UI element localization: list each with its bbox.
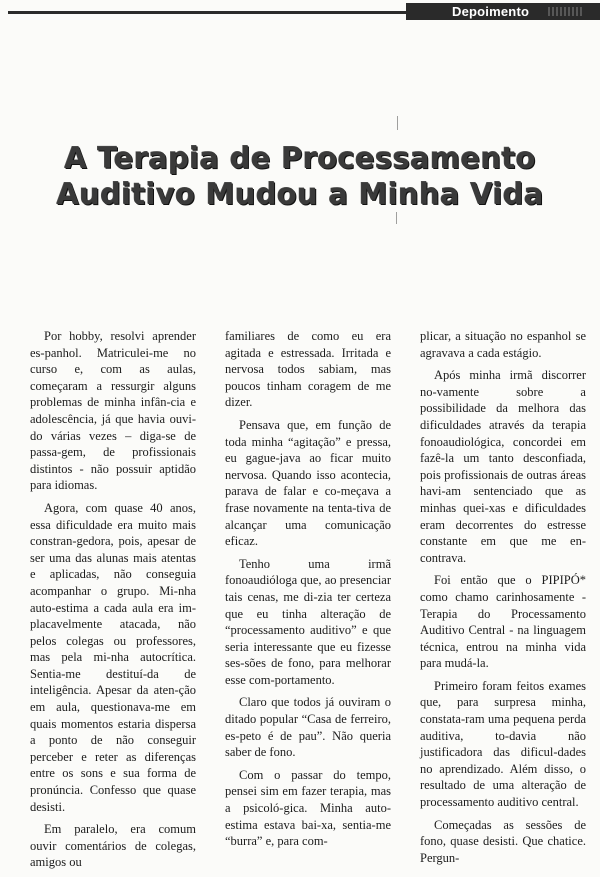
- paragraph: plicar, a situação no espanhol se agravava a cada estágio.: [420, 329, 586, 360]
- paragraph: Foi então que o PIPIPÓ* como chamo carinhosamente - Terapia do Processamento Auditivo Central - na linguagem técnica, entrou na minha vida para mudá-la.: [420, 573, 586, 671]
- paragraph: familiares de como eu era agitada e estressada. Irritada e nervosa todos sabiam, mas poucos tinham coragem de me dizer.: [225, 329, 391, 410]
- text-column-2: [225, 328, 391, 856]
- scan-mark: [396, 212, 397, 224]
- article-body: [30, 328, 590, 870]
- text-column-3: [420, 328, 586, 872]
- scan-mark: [397, 116, 398, 130]
- title-line-1: A Terapia de Processamento: [64, 141, 536, 175]
- header-rule: [8, 11, 406, 14]
- paragraph: Claro que todos já ouviram o ditado popular “Casa de ferreiro, es-peto é de pau”. Não queria saber de fono.: [225, 695, 391, 760]
- paragraph: Pensava que, em função de toda minha “agitação” e pressa, eu gague-java ao ficar muito nervosa. Quando isso acontecia, parava de falar e co-meçava a frase novamente na tenta-tiva de alcançar uma comunicação eficaz.: [225, 417, 391, 549]
- article-title: [40, 140, 560, 212]
- paragraph: Primeiro foram feitos exames que, para surpresa minha, constata-ram uma pequena perda auditiva, to-davia não justificadora das dificul-dades no aprendizado. Além disso, o resultado de uma alteração de processamento auditivo central.: [420, 678, 586, 810]
- title-line-2: Auditivo Mudou a Minha Vida: [56, 177, 544, 211]
- section-header: [0, 0, 600, 22]
- section-tab: [406, 3, 600, 20]
- paragraph: Começadas as sessões de fono, quase desisti. Que chatice. Pergun-: [420, 817, 586, 865]
- paragraph: Em paralelo, era comum ouvir comentários de colegas, amigos ou: [30, 822, 196, 870]
- paragraph: Tenho uma irmã fonoaudióloga que, ao presenciar tais cenas, me di-zia ter certeza que eu tinha alteração de “processamento auditivo” e que seria interessante que eu fizesse ses-sões de fono, para melhorar esse com-portamento.: [225, 556, 391, 687]
- paragraph: Com o passar do tempo, pensei sim em fazer terapia, mas a psicoló-gica. Minha auto-estima estava bai-xa, sentia-me “burra” e, para com-: [225, 767, 391, 849]
- paragraph: Por hobby, resolvi aprender es-panhol. Matriculei-me no curso e, com as aulas, começaram a ressurgir alguns problemas de minha infân-cia e adolescência, já que havia ouvi-do várias vezes – diga-se de passa-gem, de profissionais distintos - não possuir aptidão para idiomas.: [30, 329, 196, 493]
- paragraph: Agora, com quase 40 anos, essa dificuldade era muito mais constran-gedora, pois, apesar de ser uma das alunas mais atentas e aplicadas, não conseguia acompanhar o grupo. Mi-nha auto-estima a cada aula era im-placavelmente atacada, não pelos colegas ou professores, mas pela mi-nha autocrítica. Sentia-me destituí-da de inteligência. Apesar da aten-ção em aula, questionava-me em quais momentos estaria dispersa a ponto de não conseguir perceber e reter as diferenças entre os sons e sua forma de pronúncia. Confesso que quase desisti.: [30, 500, 196, 814]
- paragraph: Após minha irmã discorrer no-vamente sobre a possibilidade da melhora das dificuldades através da terapia fonoaudiológica, concordei em fazê-la um tanto desconfiada, pois profissionais de outras áreas havi-am sentenciado que as minhas quei-xas e dificuldades eram decorrentes do estresse constante em que me en-contrava.: [420, 368, 586, 565]
- section-label: Depoimento: [452, 4, 530, 19]
- text-column-1: [30, 328, 196, 877]
- tab-texture: [548, 7, 582, 16]
